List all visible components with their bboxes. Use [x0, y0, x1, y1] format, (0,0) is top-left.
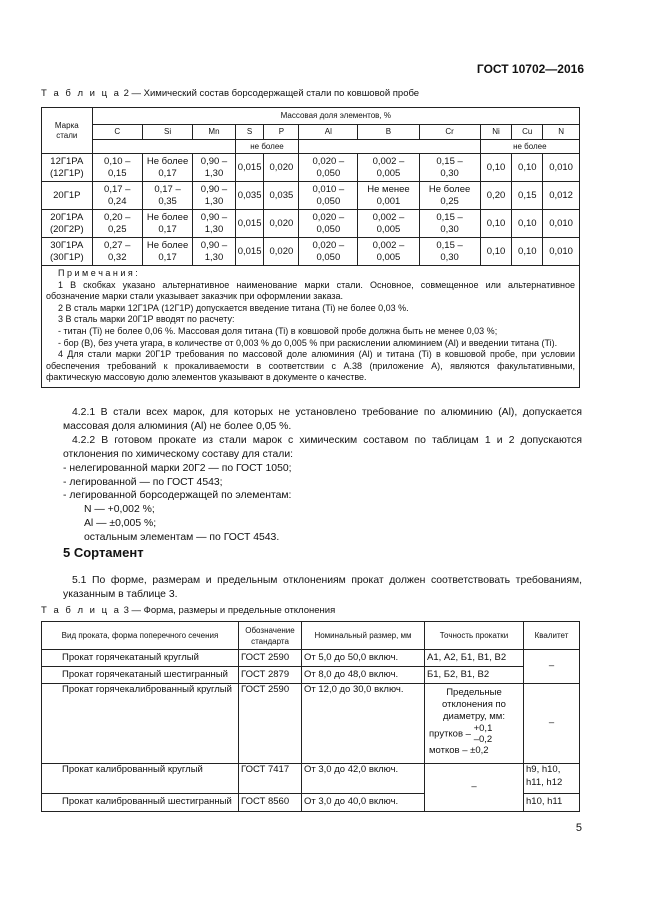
value-cell: 0,15 – 0,30 [419, 210, 480, 238]
mass-fraction-header: Массовая доля элементов, % [92, 108, 579, 125]
value-cell: 0,10 [480, 210, 512, 238]
col-kind: Вид проката, форма поперечного сечения [42, 622, 239, 650]
value-cell: 0,10 [512, 238, 543, 266]
section-4-2 [63, 406, 582, 545]
element-col-mn: Mn [193, 125, 235, 140]
para-5-1: 5.1 По форме, размерам и предельным отклонениям прокат должен соответствовать требованиям, указанным в таблице 3. [63, 575, 582, 600]
note-2: 2 В сталь марки 12Г1РА (12Г1Р) допускается введение титана (Ti) не более 0,03 %. [58, 302, 409, 313]
value-cell: Не более 0,17 [142, 210, 192, 238]
value-cell: Не менее 0,001 [358, 182, 419, 210]
value-cell: 0,010 [543, 154, 580, 182]
table-row: Прокат горячекатаный шестигранный ГОСТ 2879 От 8,0 до 48,0 включ. Б1, Б2, В1, В2 [42, 667, 580, 684]
value-cell: 0,020 [264, 238, 299, 266]
section-heading: 5 Сортамент [63, 545, 144, 560]
table-row [42, 238, 580, 266]
col-size: Номинальный размер, мм [302, 622, 425, 650]
value-cell: 0,010 [543, 238, 580, 266]
element-col-s: S [235, 125, 264, 140]
value-cell: 0,20 – 0,25 [92, 210, 142, 238]
value-cell: 0,90 – 1,30 [193, 238, 235, 266]
table2-caption: Т а б л и ц а 2 — Химический состав борсодержащей стали по ковшовой пробе [41, 88, 420, 99]
para-4-2-2: 4.2.2 В готовом прокате из стали марок с химическим составом по таблицам 1 и 2 допускаются отклонения по химическому составу для стали: [63, 434, 582, 460]
value-cell: 0,015 [235, 238, 264, 266]
value-cell: 0,27 – 0,32 [92, 238, 142, 266]
table2-notes [42, 266, 580, 388]
no-more-sp: не более [235, 140, 299, 154]
element-col-n: N [543, 125, 580, 140]
element-col-p: P [264, 125, 299, 140]
value-cell: 0,035 [264, 182, 299, 210]
element-col-ni: Ni [480, 125, 512, 140]
value-cell: 0,002 – 0,005 [358, 154, 419, 182]
value-cell: 0,20 [480, 182, 512, 210]
page-number: 5 [575, 822, 582, 834]
grade-cell: 20Г1РА (20Г2Р) [42, 210, 93, 238]
diameter-deviations: Предельные отклонения по диаметру, мм: прутков – +0,1 –0,2 мотков – ±0,2 [425, 684, 524, 764]
table-chemical-composition [41, 107, 580, 388]
note-3b: - бор (B), без учета угара, в количестве от 0,003 % до 0,005 % при раскислении алюминием (Al) и введении титана (Ti). [58, 337, 558, 348]
table-row [42, 210, 580, 238]
value-cell: 0,10 – 0,15 [92, 154, 142, 182]
value-cell: Не более 0,17 [142, 238, 192, 266]
table-row [42, 182, 580, 210]
value-cell: 0,15 [512, 182, 543, 210]
value-cell: 0,10 [480, 238, 512, 266]
note-1: 1 В скобках указано альтернативное наименование марки стали. Основное, совмещенное или альтернативное обозначение марки стали указывает заказчик при оформлении заказа. [46, 279, 575, 302]
value-cell: 0,015 [235, 154, 264, 182]
element-col-cu: Cu [512, 125, 543, 140]
value-cell: 0,002 – 0,005 [358, 210, 419, 238]
table3-caption: Т а б л и ц а 3 — Форма, размеры и предельные отклонения [41, 605, 336, 616]
value-cell: 0,10 [512, 210, 543, 238]
value-cell: Не более 0,25 [419, 182, 480, 210]
value-cell: 0,010 [543, 210, 580, 238]
col-standard: Обозначение стандарта [239, 622, 302, 650]
value-cell: 0,020 – 0,050 [299, 238, 358, 266]
table-row [42, 154, 580, 182]
list-item: Al — ±0,005 %; [84, 518, 157, 530]
notes-title: П р и м е ч а н и я : [58, 268, 138, 278]
value-cell: 0,020 [264, 210, 299, 238]
table-row: Прокат горячекалиброванный круглый ГОСТ 2590 От 12,0 до 30,0 включ. Предельные отклонения по диаметру, мм: прутков – +0,1 –0,2 мотков – ±0,2 – [42, 684, 580, 764]
value-cell: 0,90 – 1,30 [193, 210, 235, 238]
note-4: 4 Для стали марки 20Г1Р требования по массовой доле алюминия (Al) и титана (Ti) в ковшовой пробе, при условии обеспечения требований к прокаливаемости в соответствии с А.38 (приложение А), являются факультативными, фактическую массовую долю элементов указывают в документе о качестве. [46, 349, 575, 383]
grade-cell: 30Г1РА (30Г1Р) [42, 238, 93, 266]
value-cell: 0,15 – 0,30 [419, 238, 480, 266]
element-col-c: C [92, 125, 142, 140]
value-cell: 0,012 [543, 182, 580, 210]
table-row: Прокат калиброванный круглый ГОСТ 7417 От 3,0 до 42,0 включ. – h9, h10, h11, h12 [42, 764, 580, 794]
value-cell: 0,17 – 0,24 [92, 182, 142, 210]
value-cell: 0,90 – 1,30 [193, 154, 235, 182]
value-cell: 0,17 – 0,35 [142, 182, 192, 210]
note-3: 3 В сталь марки 20Г1Р вводят по расчету: [58, 314, 235, 325]
element-col-b: B [358, 125, 419, 140]
table-form-sizes [41, 621, 580, 812]
col-grade: Марка стали [42, 108, 93, 154]
note-3a: - титан (Ti) не более 0,06 %. Массовая доля титана (Ti) в ковшовой пробе должна быть не менее 0,03 %; [58, 325, 498, 336]
value-cell: 0,002 – 0,005 [358, 238, 419, 266]
col-accuracy: Точность прокатки [425, 622, 524, 650]
list-item: - легированной — по ГОСТ 4543; [63, 476, 223, 488]
no-more-nicun: не более [480, 140, 579, 154]
grade-cell: 20Г1Р [42, 182, 93, 210]
grade-cell: 12Г1РА (12Г1Р) [42, 154, 93, 182]
value-cell: 0,10 [512, 154, 543, 182]
value-cell: 0,010 – 0,050 [299, 182, 358, 210]
value-cell: 0,90 – 1,30 [193, 182, 235, 210]
element-col-cr: Cr [419, 125, 480, 140]
element-col-al: Al [299, 125, 358, 140]
para-4-2-1: 4.2.1 В стали всех марок, для которых не установлено требование по алюминию (Al), допускается массовая доля алюминия (Al) не более 0,05 %. [63, 407, 582, 432]
value-cell: 0,020 – 0,050 [299, 210, 358, 238]
value-cell: 0,020 [264, 154, 299, 182]
value-cell: 0,15 – 0,30 [419, 154, 480, 182]
list-item: N — +0,002 %; [84, 504, 155, 516]
list-item: - легированной борсодержащей по элементам: [63, 490, 292, 502]
element-col-si: Si [142, 125, 192, 140]
table-row: Прокат калиброванный шестигранный ГОСТ 8560 От 3,0 до 40,0 включ. h10, h11 [42, 794, 580, 812]
value-cell: 0,10 [480, 154, 512, 182]
col-quality: Квалитет [524, 622, 580, 650]
list-item: - нелегированной марки 20Г2 — по ГОСТ 1050; [63, 462, 292, 474]
value-cell: Не более 0,17 [142, 154, 192, 182]
value-cell: 0,020 – 0,050 [299, 154, 358, 182]
value-cell: 0,035 [235, 182, 264, 210]
document-code: ГОСТ 10702—2016 [476, 62, 584, 76]
value-cell: 0,015 [235, 210, 264, 238]
list-item: остальным элементам — по ГОСТ 4543. [84, 532, 280, 544]
table-row: Прокат горячекатаный круглый ГОСТ 2590 От 5,0 до 50,0 включ. А1, А2, Б1, В1, В2 – [42, 650, 580, 667]
